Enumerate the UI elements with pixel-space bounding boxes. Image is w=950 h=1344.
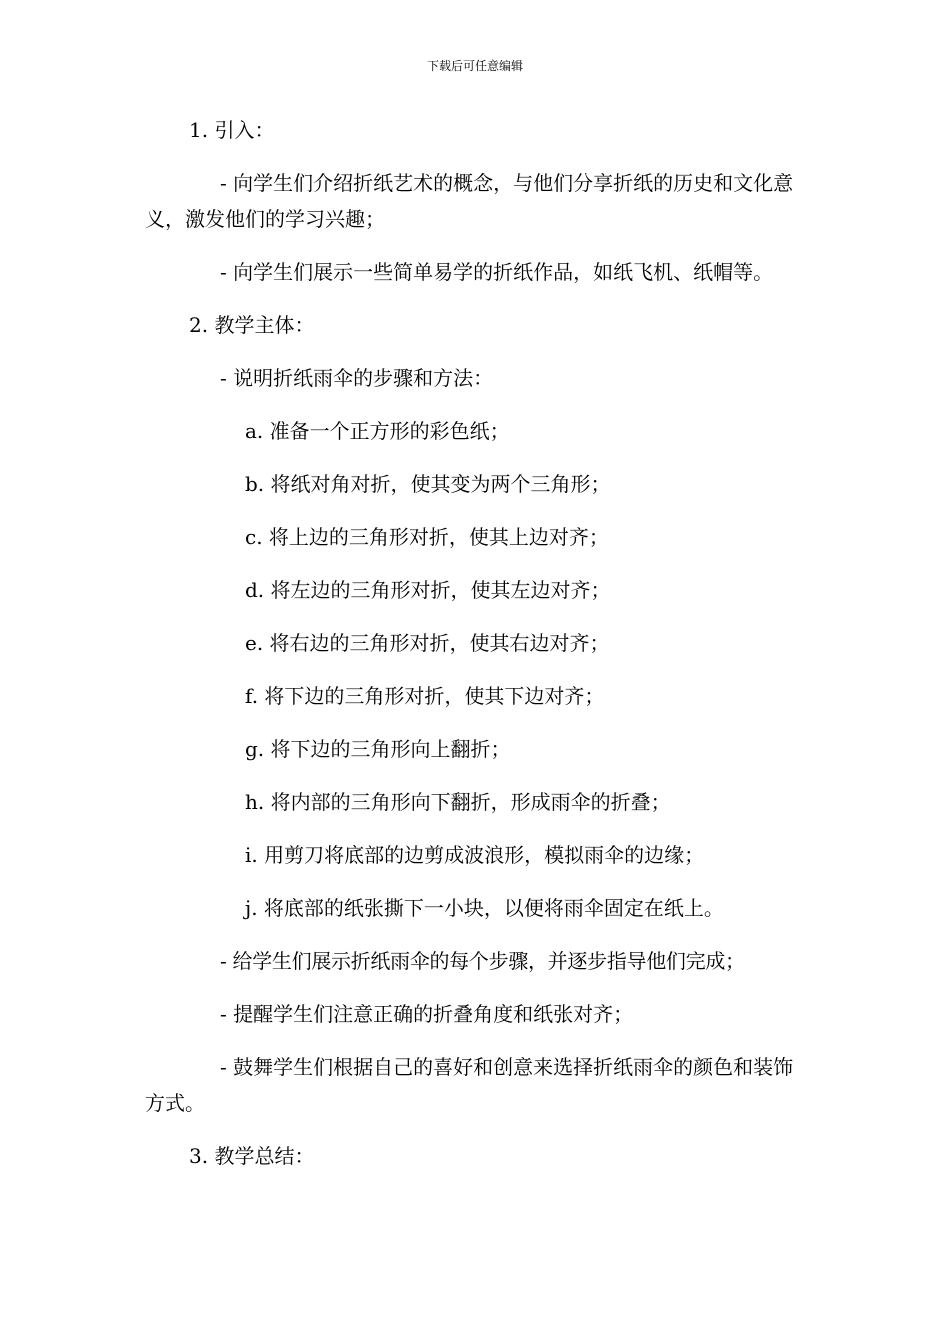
method-intro: - 说明折纸雨伞的步骤和方法： [220,366,494,390]
body-bullet-1: - 给学生们展示折纸雨伞的每个步骤，并逐步指导他们完成； [220,949,745,973]
step-i: i. 用剪刀将底部的边剪成波浪形，模拟雨伞的边缘； [245,843,705,867]
step-c: c. 将上边的三角形对折，使其上边对齐； [245,525,609,549]
step-f: f. 将下边的三角形对折，使其下边对齐； [245,684,605,708]
section-heading-summary: 3. 教学总结： [189,1144,315,1168]
step-d: d. 将左边的三角形对折，使其左边对齐； [245,578,611,602]
step-j: j. 将底部的纸张撕下一小块，以便将雨伞固定在纸上。 [245,896,724,920]
step-a: a. 准备一个正方形的彩色纸； [245,419,510,443]
page-header: 下载后可任意编辑 [426,59,523,73]
step-g: g. 将下边的三角形向上翻折； [245,737,511,761]
step-e: e. 将右边的三角形对折，使其右边对齐； [245,631,610,655]
document-body [145,112,813,1191]
body-bullet-3: - 鼓舞学生们根据自己的喜好和创意来选择折纸雨伞的颜色和装饰方式。 [145,1055,794,1115]
body-bullet-2: - 提醒学生们注意正确的折叠角度和纸张对齐； [220,1002,634,1026]
intro-bullet-2: - 向学生们展示一些简单易学的折纸作品，如纸飞机、纸帽等。 [220,260,774,284]
intro-bullet-1: - 向学生们介绍折纸艺术的概念，与他们分享折纸的历史和文化意义，激发他们的学习兴趣； [145,171,794,231]
section-heading-intro: 1. 引入： [189,118,275,142]
step-b: b. 将纸对角对折，使其变为两个三角形； [245,472,611,496]
section-heading-body: 2. 教学主体： [189,313,315,337]
step-h: h. 将内部的三角形向下翻折，形成雨伞的折叠； [245,790,671,814]
